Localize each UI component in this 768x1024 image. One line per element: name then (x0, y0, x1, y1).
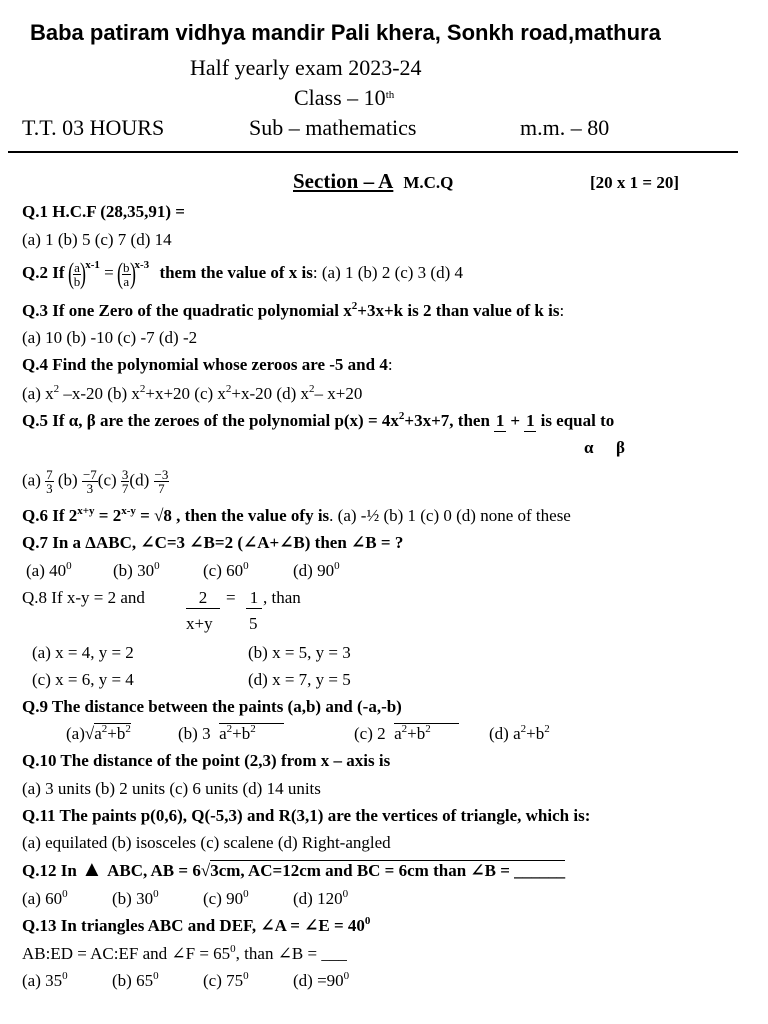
question-3-options: (a) 10 (b) -10 (c) -7 (d) -2 (22, 328, 198, 347)
section-marks: [20 x 1 = 20] (590, 173, 680, 192)
question-13-line2: AB:ED = AC:EF and ∠F = $65^0$, than ∠B = ___ (22, 943, 347, 963)
triangle-icon: ▲ (81, 856, 103, 881)
question-9-option-d: (d) $a^2+b^2$ (489, 723, 550, 743)
exam-title: Half yearly exam 2023-24 (190, 55, 422, 80)
question-3: Q.3 If one Zero of the quadratic polynomial $x^2+3x+k$ is 2 than value of k is: (22, 300, 565, 320)
question-7-option-a: (a) $40^0$ (26, 560, 72, 580)
question-8: Q.8 If x-y = 2 and (22, 588, 145, 607)
question-7: Q.7 In a ΔABC, ∠C=3 ∠B=2 (∠A+∠B) then ∠B = ? (22, 533, 404, 552)
question-12-option-b: (b) $30^0$ (112, 888, 159, 908)
question-1-options: (a) 1 (b) 5 (c) 7 (d) 14 (22, 230, 172, 249)
q8-equals: = (226, 588, 236, 607)
beta-denominator: β (616, 438, 625, 457)
question-10: Q.10 The distance of the point (2,3) from x – axis is (22, 751, 391, 770)
q8-numerator-2: 1 (246, 588, 262, 609)
section-heading (293, 169, 453, 194)
question-4-options: (a) $x^2$ –x-20 (b) $x^2+x+20$ (c) $x^2+x-20$ (d) $x^2-$ x+20 (22, 383, 363, 403)
question-5-options: (a) $\frac{7}{3}$ (b) $\frac{-7}{3}$ (c) $\frac{3}{7}$ (d) $\frac{-3}{7}$ (22, 467, 169, 496)
question-8-option-c: (c) x = 6, y = 4 (32, 670, 134, 689)
question-8-option-b: (b) x = 5, y = 3 (248, 643, 351, 662)
question-8-option-a: (a) x = 4, y = 2 (32, 643, 134, 662)
question-9-option-a: $(a)√a^2+b^2$ (66, 723, 131, 743)
question-10-options: (a) 3 units (b) 2 units (c) 6 units (d) 14 units (22, 779, 321, 798)
question-9-option-c: (c) 2 $a^2+b^2$ (354, 723, 459, 744)
question-13-option-b: (b) $65^0$ (112, 970, 159, 990)
question-5: Q.5 If α, β are the zeroes of the polynomial $p(x) = 4x^2+3x+7$, then 1 + 1 is equal to (22, 410, 615, 430)
question-7-option-c: (c) $60^0$ (203, 560, 249, 580)
question-12-option-d: (d) $120^0$ (293, 888, 349, 908)
question-12-option-a: (a) $60^0$ (22, 888, 68, 908)
question-13-option-a: (a) $35^0$ (22, 970, 68, 990)
q8-denominator-2: 5 (249, 614, 258, 633)
question-7-option-d: (d) $90^0$ (293, 560, 340, 580)
time-duration: T.T. 03 HOURS (22, 115, 165, 140)
question-11: Q.11 The paints p(0,6), Q(-5,3) and R(3,1) are the vertices of triangle, which is: (22, 806, 591, 825)
q8-denominator-1: x+y (186, 614, 213, 633)
q8-numerator-1: 2 (186, 588, 220, 609)
question-7-option-b: (b) $30^0$ (113, 560, 160, 580)
question-13: Q.13 In triangles ABC and DEF, ∠A = ∠E = $40^0$ (22, 915, 371, 935)
question-12-option-c: (c) $90^0$ (203, 888, 249, 908)
question-9: Q.9 The distance between the paints (a,b) and (-a,-b) (22, 697, 402, 716)
question-8-option-d: (d) x = 7, y = 5 (248, 670, 351, 689)
header-divider (8, 151, 738, 153)
section-title: Section – A (293, 169, 394, 193)
question-2: Q.2 If ( $\frac{a}{b}$ )$^{x-1}$ = ( $\frac{b}{a}$ )$^{x-3}$ them the value of x is: (a) 1 (b) 2 (c) 3 (d) 4 (22, 257, 464, 290)
alpha-denominator: α (584, 438, 594, 457)
q8-tail: , than (263, 588, 301, 607)
question-12: Q.12 In ▲ ABC, AB = 6√3cm, AC=12cm and BC = 6cm than ∠B = ______ (22, 856, 566, 881)
question-6: Q.6 If $2^{x+y} = 2^{x-y} = √8$ , then the value ofy is. (a) -½ (b) 1 (c) 0 (d) none of these (22, 505, 571, 525)
school-name: Baba patiram vidhya mandir Pali khera, Sonkh road,mathura (30, 20, 661, 45)
question-1: Q.1 H.C.F (28,35,91) = (22, 202, 185, 221)
question-11-options: (a) equilated (b) isosceles (c) scalene (d) Right-angled (22, 833, 391, 852)
class-label: Class – 10th (294, 85, 395, 110)
max-marks: m.m. – 80 (520, 115, 610, 140)
question-13-option-d: $(d) =90^0$ (293, 970, 350, 990)
subject: Sub – mathematics (249, 115, 417, 140)
question-4: Q.4 Find the polynomial whose zeroos are -5 and 4: (22, 355, 393, 374)
question-9-option-b: (b) 3 $a^2+b^2$ (178, 723, 284, 744)
section-type: M.C.Q (403, 173, 454, 192)
question-13-option-c: (c) $75^0$ (203, 970, 249, 990)
